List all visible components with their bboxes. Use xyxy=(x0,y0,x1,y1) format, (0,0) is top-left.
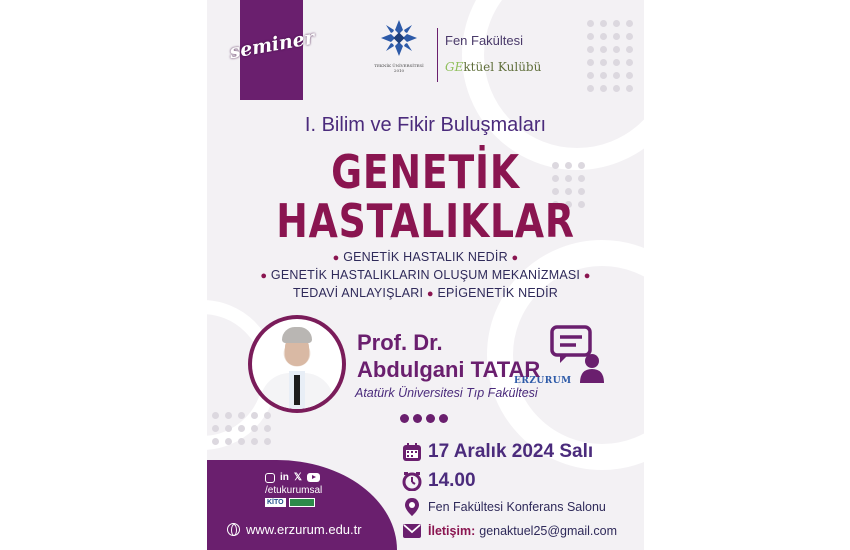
seminar-poster xyxy=(207,0,644,550)
location-pin-icon xyxy=(402,497,422,517)
social-icons xyxy=(265,472,320,483)
university-name: ERZURUM xyxy=(514,376,572,386)
kito-badge xyxy=(289,498,315,507)
faculty-name: Fen Fakültesi xyxy=(445,33,524,48)
contact-label: İletişim: xyxy=(428,524,476,538)
event-place-row xyxy=(402,497,606,517)
contact-row xyxy=(402,521,617,541)
website-link[interactable]: www.erzurum.edu.tr xyxy=(246,522,362,537)
bullet-icon: ● xyxy=(511,252,519,264)
topic-line-3 xyxy=(207,285,644,303)
separator-dots xyxy=(400,414,448,423)
event-place: Fen Fakültesi Konferans Salonu xyxy=(428,500,606,514)
contact-email[interactable]: genaktuel25@gmail.com xyxy=(479,524,618,538)
topic-item: GENETİK HASTALIKLARIN OLUŞUM MEKANİZMASI xyxy=(270,268,581,282)
club-name-text: ktüel Kulübü xyxy=(463,60,542,74)
speaker-affiliation: Atatürk Üniversitesi Tıp Fakültesi xyxy=(355,386,538,400)
topic-item: TEDAVİ ANLAYIŞLARI xyxy=(292,286,424,300)
event-date: 17 Aralık 2024 Salı xyxy=(428,441,594,462)
speaker-name xyxy=(357,357,540,383)
kito-label: KİTO xyxy=(267,499,284,506)
x-icon[interactable]: 𝕏 xyxy=(293,472,302,483)
clock-icon xyxy=(402,471,422,491)
website-row xyxy=(227,522,362,537)
kito-logo xyxy=(265,498,315,507)
club-name xyxy=(445,60,541,74)
event-title-line1: GENETİK xyxy=(331,145,520,199)
event-time-row xyxy=(402,470,476,492)
event-date-row xyxy=(402,441,593,463)
bullet-icon: ● xyxy=(260,270,268,282)
youtube-icon[interactable] xyxy=(307,473,320,482)
instagram-icon[interactable] xyxy=(265,473,275,483)
globe-icon xyxy=(227,523,240,536)
event-time: 14.00 xyxy=(428,470,476,491)
calendar-icon xyxy=(402,442,422,462)
bullet-icon: ● xyxy=(426,288,434,300)
club-prefix: GE xyxy=(445,60,464,74)
linkedin-icon[interactable]: in xyxy=(280,472,289,483)
presentation-icon xyxy=(550,325,606,385)
speaker-first-name: Abdulgani xyxy=(357,357,465,382)
mail-icon xyxy=(402,521,422,541)
topics-list xyxy=(207,249,644,303)
speaker-last-name: TATAR xyxy=(470,357,541,382)
bullet-icon: ● xyxy=(332,252,340,264)
university-year: 2010 xyxy=(393,68,405,73)
topic-line-1 xyxy=(207,249,644,267)
speaker-photo-frame xyxy=(248,315,346,413)
social-handle[interactable]: /etukurumsal xyxy=(265,485,323,496)
speaker-photo xyxy=(252,319,342,409)
seminer-label: seminer xyxy=(227,26,317,64)
bullet-icon: ● xyxy=(583,270,591,282)
topic-item: EPİGENETİK NEDİR xyxy=(437,286,559,300)
event-title-line2: HASTALIKLAR xyxy=(276,194,575,248)
topic-line-2 xyxy=(207,267,644,285)
snowflake-logo-icon xyxy=(379,18,419,58)
event-series: I. Bilim ve Fikir Buluşmaları xyxy=(304,114,547,136)
topic-item: GENETİK HASTALIK NEDİR xyxy=(343,250,508,264)
bg-dots-top-right xyxy=(587,20,633,92)
logo-divider xyxy=(437,28,438,82)
university-subtitle: TEKNİK ÜNİVERSİTESİ xyxy=(374,63,424,68)
bg-dots-left xyxy=(212,412,271,445)
speaker-title: Prof. Dr. xyxy=(357,330,443,355)
